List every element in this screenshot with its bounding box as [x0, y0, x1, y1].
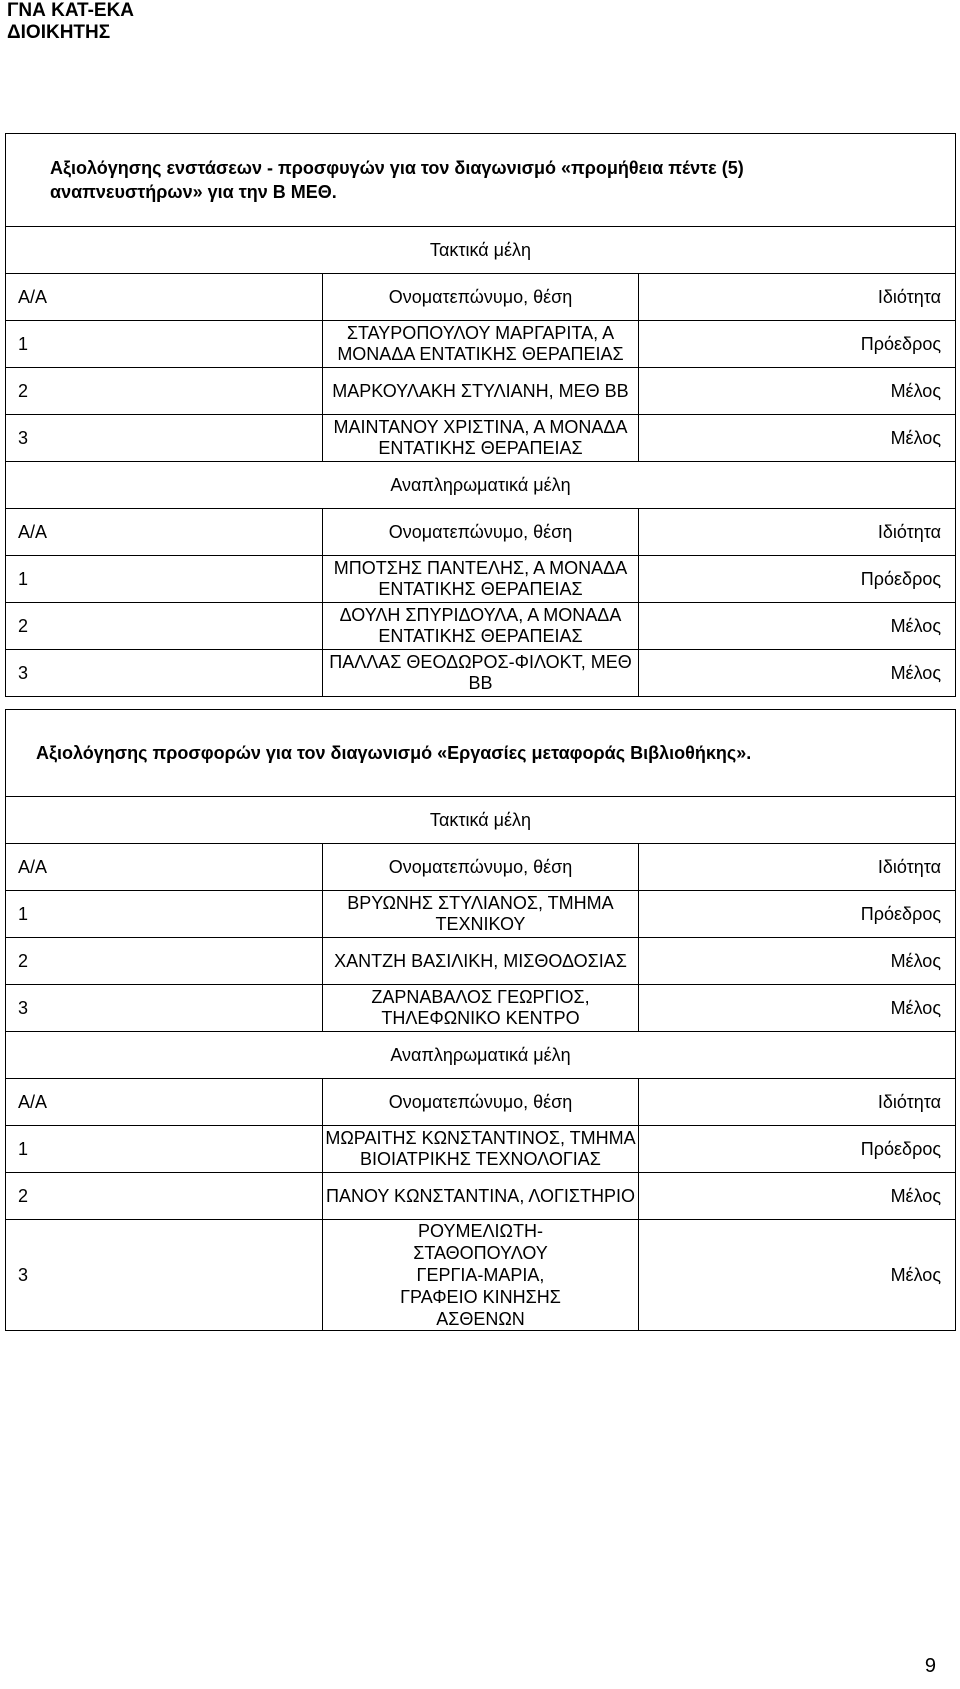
regular-members-heading: Τακτικά μέλη [6, 797, 956, 844]
col-aa: Α/Α [6, 274, 323, 321]
col-name: Ονοματεπώνυμο, θέση [322, 844, 639, 891]
column-header-row [6, 1079, 956, 1126]
table-row: 2 ΠΑΝΟΥ ΚΩΝΣΤΑΝΤΙΝΑ, ΛΟΓΙΣΤΗΡΙΟ Μέλος [6, 1173, 956, 1220]
column-header-row [6, 844, 956, 891]
col-role: Ιδιότητα [639, 1079, 956, 1126]
alternate-members-heading: Αναπληρωματικά μέλη [6, 1032, 956, 1079]
col-name: Ονοματεπώνυμο, θέση [322, 509, 639, 556]
column-header-row [6, 274, 956, 321]
header-role: ΔΙΟΙΚΗΤΗΣ [7, 22, 111, 43]
committee-1-title: Αξιολόγησης ενστάσεων - προσφυγών για τον διαγωνισμό «προμήθεια πέντε (5) αναπνευστήρων» για την Β ΜΕΘ. [6, 134, 956, 227]
table-row: 1 ΜΠΟΤΣΗΣ ΠΑΝΤΕΛΗΣ, Α ΜΟΝΑΔΑ ΕΝΤΑΤΙΚΗΣ ΘΕΡΑΠΕΙΑΣ Πρόεδρος [6, 556, 956, 603]
table-row: 1 ΜΩΡΑΙΤΗΣ ΚΩΝΣΤΑΝΤΙΝΟΣ, ΤΜΗΜΑ ΒΙΟΙΑΤΡΙΚΗΣ ΤΕΧΝΟΛΟΓΙΑΣ Πρόεδρος [6, 1126, 956, 1173]
header-org: ΓΝΑ ΚΑΤ-ΕΚΑ [7, 0, 135, 21]
col-name: Ονοματεπώνυμο, θέση [322, 1079, 639, 1126]
table-row: 3 ΖΑΡΝΑΒΑΛΟΣ ΓΕΩΡΓΙΟΣ, ΤΗΛΕΦΩΝΙΚΟ ΚΕΝΤΡΟ Μέλος [6, 985, 956, 1032]
table-row: 2 ΜΑΡΚΟΥΛΑΚΗ ΣΤΥΛΙΑΝΗ, ΜΕΘ ΒΒ Μέλος [6, 368, 956, 415]
table-row: 3 ΡΟΥΜΕΛΙΩΤΗ-ΣΤΑΘΟΠΟΥΛΟΥ ΓΕΡΓΙΑ-ΜΑΡΙΑ, ΓΡΑΦΕΙΟ ΚΙΝΗΣΗΣ ΑΣΘΕΝΩΝ Μέλος [6, 1220, 956, 1331]
table-row: 2 ΔΟΥΛΗ ΣΠΥΡΙΔΟΥΛΑ, Α ΜΟΝΑΔΑ ΕΝΤΑΤΙΚΗΣ ΘΕΡΑΠΕΙΑΣ Μέλος [6, 603, 956, 650]
alternate-members-heading: Αναπληρωματικά μέλη [6, 462, 956, 509]
col-aa: Α/Α [6, 1079, 323, 1126]
regular-members-heading: Τακτικά μέλη [6, 227, 956, 274]
col-role: Ιδιότητα [639, 274, 956, 321]
table-row: 1 ΒΡΥΩΝΗΣ ΣΤΥΛΙΑΝΟΣ, ΤΜΗΜΑ ΤΕΧΝΙΚΟΥ Πρόεδρος [6, 891, 956, 938]
col-name: Ονοματεπώνυμο, θέση [322, 274, 639, 321]
col-role: Ιδιότητα [639, 844, 956, 891]
column-header-row [6, 509, 956, 556]
table-row: 2 ΧΑΝΤΖΗ ΒΑΣΙΛΙΚΗ, ΜΙΣΘΟΔΟΣΙΑΣ Μέλος [6, 938, 956, 985]
table-row: 3 ΜΑΙΝΤΑΝΟΥ ΧΡΙΣΤΙΝΑ, Α ΜΟΝΑΔΑ ΕΝΤΑΤΙΚΗΣ ΘΕΡΑΠΕΙΑΣ Μέλος [6, 415, 956, 462]
committee-2-title: Αξιολόγησης προσφορών για τον διαγωνισμό «Εργασίες μεταφοράς Βιβλιοθήκης». [6, 710, 956, 797]
table-row: 1 ΣΤΑΥΡΟΠΟΥΛΟΥ ΜΑΡΓΑΡΙΤΑ, Α ΜΟΝΑΔΑ ΕΝΤΑΤΙΚΗΣ ΘΕΡΑΠΕΙΑΣ Πρόεδρος [6, 321, 956, 368]
col-aa: Α/Α [6, 509, 323, 556]
document-header [7, 0, 134, 44]
col-aa: Α/Α [6, 844, 323, 891]
committee-1-table [5, 133, 956, 697]
committee-2-table [5, 709, 956, 1331]
col-role: Ιδιότητα [639, 509, 956, 556]
table-row: 3 ΠΑΛΛΑΣ ΘΕΟΔΩΡΟΣ-ΦΙΛΟΚΤ, ΜΕΘ ΒΒ Μέλος [6, 650, 956, 697]
page-number: 9 [924, 1655, 936, 1677]
